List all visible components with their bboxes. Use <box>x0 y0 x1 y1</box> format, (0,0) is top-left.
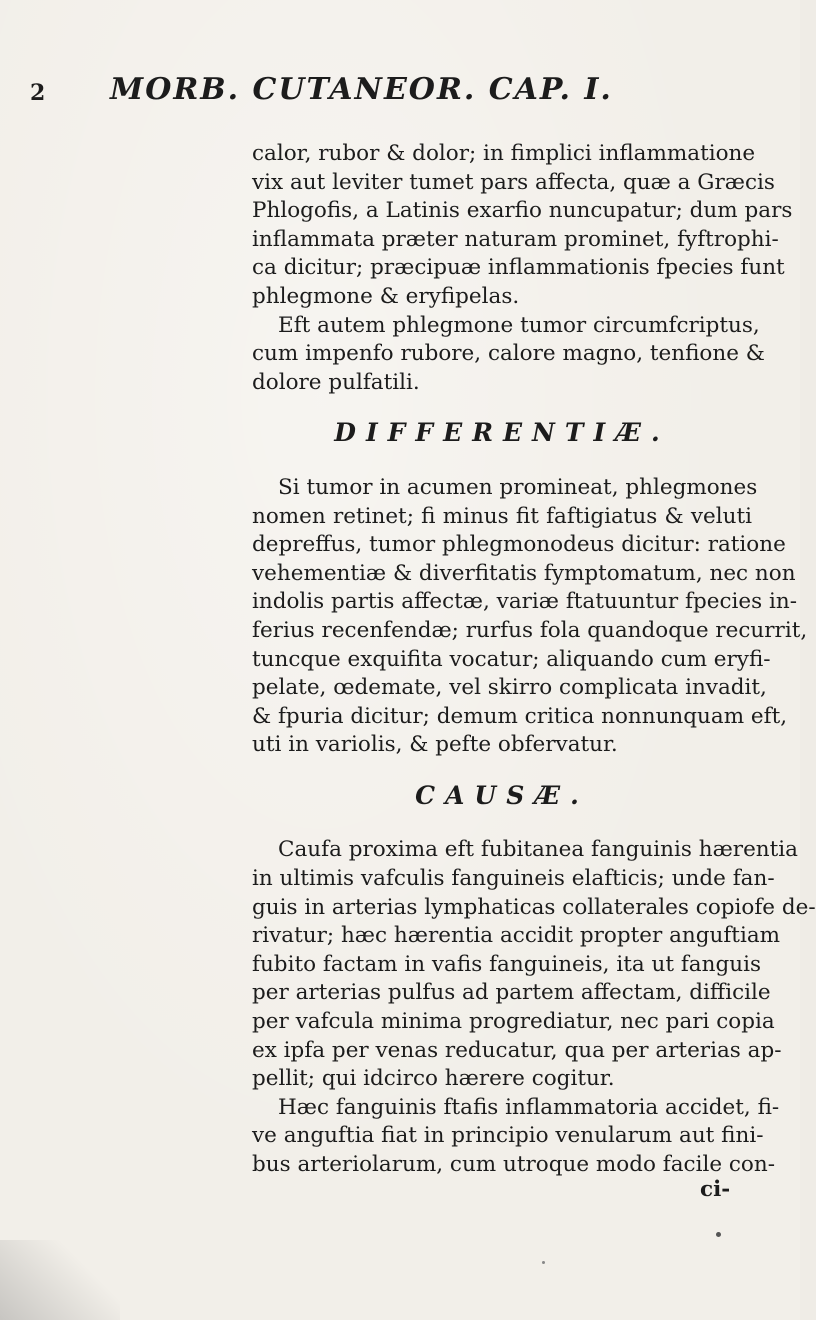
text-line: phlegmone & eryfipelas. <box>252 283 520 309</box>
text-line: uti in variolis, & pefte obfervatur. <box>252 732 618 758</box>
text-line: ex ipfa per venas reducatur, qua per arterias ap- <box>252 1037 782 1063</box>
text-line: ferius recenfendæ; rurfus fola quandoque recurrit, <box>252 617 808 643</box>
section-heading-causae: CAUSÆ. <box>415 780 589 810</box>
paragraph-4 <box>252 836 816 1093</box>
ink-spot <box>716 1232 721 1237</box>
text-line: per vafcula minima progrediatur, nec pari copia <box>252 1009 775 1035</box>
text-line: Phlogofis, a Latinis exarfio nuncupatur; dum pars <box>252 198 793 224</box>
text-line: Eft autem phlegmone tumor circumfcriptus, <box>278 312 760 338</box>
text-line: inflammata præter naturam prominet, fyftrophi- <box>252 226 779 252</box>
page-number: 2 <box>30 80 46 106</box>
page-edge-shadow <box>0 1240 120 1320</box>
paragraph-1 <box>252 140 793 312</box>
text-line: pellit; qui idcirco hærere cogitur. <box>252 1066 615 1092</box>
section-heading-differentiae: DIFFERENTIÆ. <box>334 418 670 448</box>
text-block <box>252 140 816 1180</box>
text-line: rivatur; hæc hærentia accidit propter anguftiam <box>252 923 781 949</box>
text-line: in ultimis vafculis fanguineis elafticis; unde fan- <box>252 866 775 892</box>
text-line: & fpuria dicitur; demum critica nonnunquam eft, <box>252 703 788 729</box>
text-line: Caufa proxima eft fubitanea fanguinis hærentia <box>278 837 798 863</box>
text-line: dolore pulfatili. <box>252 369 420 395</box>
catchword: ci- <box>700 1177 731 1202</box>
text-line: vehementiæ & diverfitatis fymptomatum, nec non <box>252 560 796 586</box>
running-head <box>30 72 730 112</box>
text-line: Hæc fanguinis ftafis inflammatoria accidet, fi- <box>278 1094 780 1120</box>
text-line: fubito factam in vafis fanguineis, ita ut fanguis <box>252 951 761 977</box>
running-title: MORB. CUTANEOR. CAP. I. <box>110 72 613 107</box>
text-line: tuncque exquifita vocatur; aliquando cum eryfi- <box>252 646 771 672</box>
text-line: cum impenfo rubore, calore magno, tenfione & <box>252 341 765 367</box>
ink-spot <box>542 1261 545 1264</box>
text-line: pelate, œdemate, vel skirro complicata invadit, <box>252 675 767 701</box>
text-line: bus arteriolarum, cum utroque modo facile con- <box>252 1152 775 1177</box>
paragraph-3 <box>252 474 808 760</box>
text-line: guis in arterias lymphaticas collaterales copiofe de- <box>252 894 816 920</box>
text-line: indolis partis affectæ, variæ ftatuuntur fpecies in- <box>252 589 797 615</box>
paragraph-2 <box>252 312 765 398</box>
text-line: nomen retinet; fi minus fit faftigiatus & veluti <box>252 503 752 529</box>
text-line: ca dicitur; præcipuæ inflammationis fpecies funt <box>252 255 785 281</box>
text-line: ve anguftia fiat in principio venularum aut fini- <box>252 1123 764 1149</box>
text-line: Si tumor in acumen promineat, phlegmones <box>278 474 758 500</box>
paragraph-5 <box>252 1094 780 1180</box>
text-line: depreffus, tumor phlegmonodeus dicitur: ratione <box>252 532 786 558</box>
text-line: vix aut leviter tumet pars affecta, quæ a Græcis <box>252 169 775 195</box>
text-line: calor, rubor & dolor; in fimplici inflammatione <box>252 141 756 166</box>
text-line: per arterias pulfus ad partem affectam, difficile <box>252 980 771 1006</box>
